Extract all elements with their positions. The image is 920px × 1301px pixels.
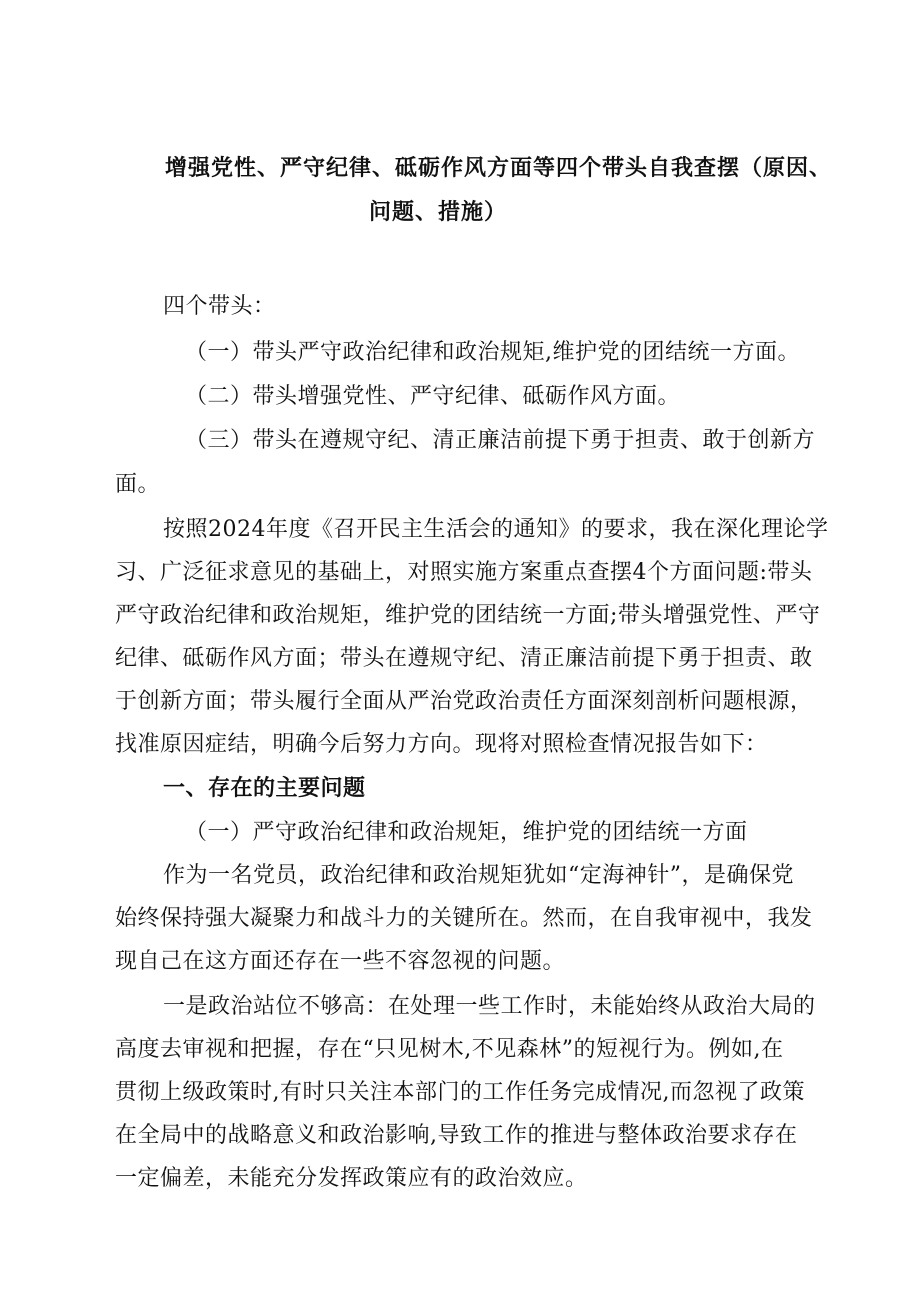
list-item-3: （三）带头在遵规守纪、清正廉洁前提下勇于担责、敢于创新方	[185, 428, 816, 453]
list-item-3-cont: 面。	[115, 472, 161, 497]
paragraph-line: 严守政治纪律和政治规矩，维护党的团结统一方面;带头增强党性、严守	[115, 603, 821, 628]
paragraph-line: 一是政治站位不够高：在处理一些工作时，未能始终从政治大局的	[163, 994, 816, 1019]
paragraph-line: 一定偏差，未能充分发挥政策应有的政治效应。	[115, 1166, 588, 1191]
intro-heading: 四个带头：	[163, 294, 276, 319]
section-heading: 一、存在的主要问题	[163, 775, 366, 801]
list-item-1: （一）带头严守政治纪律和政治规矩,维护党的团结统一方面。	[185, 340, 800, 365]
paragraph-line: 现自己在这方面还存在一些不容忽视的问题。	[115, 949, 566, 974]
paragraph-line: 于创新方面；带头履行全面从严治党政治责任方面深刻剖析问题根源，	[115, 689, 813, 714]
paragraph-line: 贯彻上级政策时,有时只关注本部门的工作任务完成情况,而忽视了政策	[115, 1080, 805, 1105]
paragraph-line: 高度去审视和把握，存在“只见树木,不见森林”的短视行为。例如,在	[115, 1037, 784, 1062]
paragraph-line: 习、广泛征求意见的基础上，对照实施方案重点查摆4个方面问题:带头	[115, 560, 813, 585]
document-title-line-1: 增强党性、严守纪律、砥砺作风方面等四个带头自我查摆（原因、	[165, 155, 833, 181]
paragraph-line: 找准原因症结，明确今后努力方向。现将对照检查情况报告如下：	[115, 732, 768, 757]
subsection-heading: （一）严守政治纪律和政治规矩，维护党的团结统一方面	[185, 820, 748, 845]
list-item-2: （二）带头增强党性、严守纪律、砥砺作风方面。	[185, 384, 681, 409]
paragraph-line: 始终保持强大凝聚力和战斗力的关键所在。然而，在自我审视中，我发	[115, 906, 813, 931]
paragraph-line: 在全局中的战略意义和政治影响,导致工作的推进与整体政治要求存在	[115, 1123, 798, 1148]
paragraph-line: 作为一名党员，政治纪律和政治规矩犹如“定海神针”，是确保党	[163, 863, 794, 888]
paragraph-line: 按照2024年度《召开民主生活会的通知》的要求，我在深化理论学	[163, 517, 829, 542]
document-title-line-2: 问题、措施）	[369, 199, 508, 225]
paragraph-line: 纪律、砥砺作风方面；带头在遵规守纪、清正廉洁前提下勇于担责、敢	[115, 646, 813, 671]
